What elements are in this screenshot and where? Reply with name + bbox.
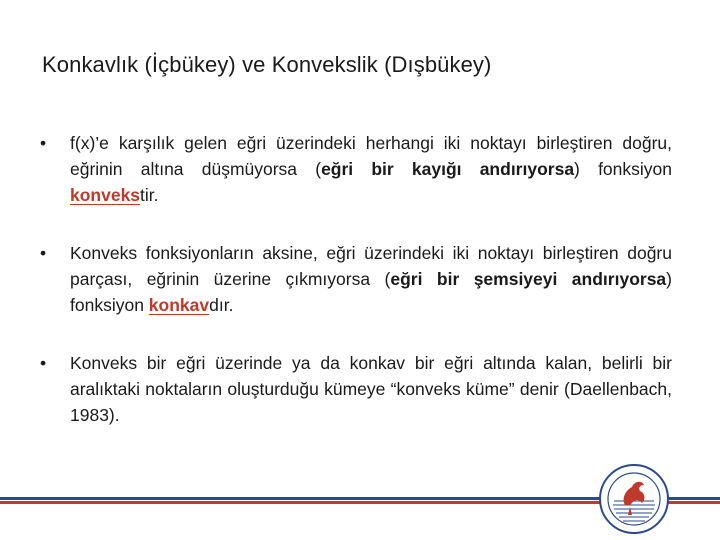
slide-content — [40, 130, 672, 460]
bullet-marker: • — [40, 353, 47, 373]
university-seal-icon — [598, 463, 670, 535]
bullet-marker: • — [40, 133, 47, 153]
bullet-text-post: tir. — [140, 185, 159, 205]
keyword-konveks: konveks — [70, 185, 141, 205]
bullet-item-1 — [40, 130, 672, 208]
bullet-marker: • — [40, 243, 47, 263]
bullet-text-bold: eğri bir kayığı andırıyorsa — [321, 159, 575, 179]
bullet-text-mid: ) fonksiyon — [70, 269, 672, 315]
bullet-text: Konveks bir eğri üzerinde ya da konkav bir eğri altında kalan, belirli bir aralıktaki noktaların oluşturduğu kümeye “konveks küme” denir (Daellenbach, 1983). — [70, 353, 672, 425]
bullet-text-post: dır. — [209, 295, 234, 315]
keyword-konkav: konkav — [148, 295, 210, 315]
bullet-text-mid: ) fonksiyon — [574, 159, 672, 179]
bullet-item-2 — [40, 240, 672, 318]
bullet-text-pre: f(x)’e karşılık gelen eğri üzerindeki herhangi iki noktayı birleştiren doğru, eğrinin altına düşmüyorsa ( — [70, 133, 672, 179]
bullet-item-3 — [40, 350, 672, 428]
bullet-text-pre: Konveks fonksiyonların aksine, eğri üzerindeki iki noktayı birleştiren doğru parçası, eğrinin üzerine çıkmıyorsa ( — [70, 243, 672, 289]
slide-title: Konkavlık (İçbükey) ve Konvekslik (Dışbükey) — [42, 52, 492, 77]
seal-graphic — [598, 463, 670, 535]
bullet-text-bold: eğri bir şemsiyeyi andırıyorsa — [390, 269, 667, 289]
